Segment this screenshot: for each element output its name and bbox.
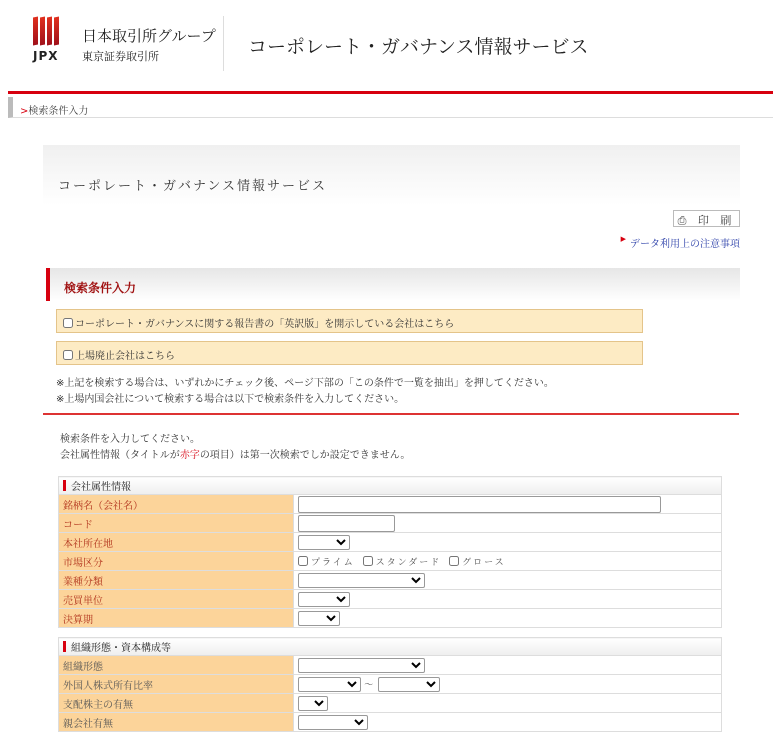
breadcrumb — [8, 97, 773, 118]
headquarters-select[interactable] — [298, 535, 350, 550]
table-row — [59, 495, 722, 514]
note-2: ※上場内国会社について検索する場合は以下で検索条件を入力してください。 — [56, 394, 405, 405]
note-1: ※上記を検索する場合は、いずれかにチェック後、ページ下部の「この条件で一覧を抽出」を押してください。 — [56, 378, 554, 389]
jpx-logo-text: JPX — [33, 49, 59, 63]
market-growth[interactable]: グロース — [446, 558, 506, 568]
company-attributes-table — [58, 476, 722, 628]
controlling-shareholder-select[interactable] — [298, 696, 328, 711]
instruction-1: 検索条件を入力してください。 — [60, 434, 200, 445]
field-label: コード — [59, 514, 294, 533]
table-row — [59, 609, 722, 628]
market-standard[interactable]: スタンダード — [360, 558, 442, 568]
field-label: 支配株主の有無 — [59, 694, 294, 713]
table-row — [59, 656, 722, 675]
notice-label: データ利用上の注意事項 — [630, 239, 740, 250]
print-label: 印 刷 — [697, 214, 736, 227]
english-version-label: コーポレート・ガバナンスに関する報告書の「英訳版」を開示している会社はこちら — [75, 319, 455, 330]
section-divider — [43, 413, 739, 415]
site-header — [0, 0, 773, 91]
field-label: 親会社有無 — [59, 713, 294, 732]
english-version-option[interactable] — [56, 309, 643, 333]
table-row — [59, 590, 722, 609]
printer-icon: ⎙ — [677, 214, 691, 227]
field-label: 業種分類 — [59, 571, 294, 590]
field-label: 銘柄名（会社名） — [59, 495, 294, 514]
service-title: コーポレート・ガバナンス情報サービス — [248, 36, 589, 58]
table-heading: 組織形態・資本構成等 — [59, 638, 722, 656]
industry-select[interactable] — [298, 573, 425, 588]
delisted-label: 上場廃止会社はこちら — [75, 351, 175, 362]
organization-form-select[interactable] — [298, 658, 425, 673]
delisted-option[interactable] — [56, 341, 643, 365]
foreign-ownership-max-select[interactable] — [378, 677, 440, 692]
breadcrumb-current: 検索条件入力 — [28, 106, 89, 117]
field-label: 売買単位 — [59, 590, 294, 609]
table-heading: 会社属性情報 — [59, 477, 722, 495]
delisted-checkbox[interactable] — [63, 350, 73, 360]
header-red-line — [8, 91, 773, 94]
market-prime[interactable]: プライム — [298, 558, 355, 568]
parent-company-select[interactable] — [298, 715, 368, 730]
foreign-ownership-min-select[interactable] — [298, 677, 361, 692]
fiscal-period-select[interactable] — [298, 611, 340, 626]
table-row — [59, 713, 722, 732]
range-separator: ～ — [364, 680, 376, 690]
jpx-logo-icon — [33, 17, 63, 45]
group-name: 日本取引所グループ — [82, 27, 216, 45]
field-label: 組織形態 — [59, 656, 294, 675]
triangle-icon: ▶ — [620, 235, 626, 243]
field-label: 決算期 — [59, 609, 294, 628]
data-usage-notice-link[interactable] — [621, 235, 740, 250]
exchange-name: 東京証券取引所 — [82, 50, 159, 63]
code-input[interactable] — [298, 515, 395, 532]
trading-unit-select[interactable] — [298, 592, 350, 607]
breadcrumb-marker: > — [20, 106, 29, 117]
company-name-input[interactable] — [298, 496, 661, 513]
page-title: コーポレート・ガバナンス情報サービス — [43, 145, 740, 205]
table-row — [59, 533, 722, 552]
field-label: 市場区分 — [59, 552, 294, 571]
table-row — [59, 571, 722, 590]
print-button[interactable] — [673, 210, 740, 227]
table-row — [59, 514, 722, 533]
section-heading: 検索条件入力 — [46, 268, 740, 301]
table-row — [59, 552, 722, 571]
table-row — [59, 675, 722, 694]
field-label: 外国人株式所有比率 — [59, 675, 294, 694]
header-divider — [223, 16, 224, 71]
field-label: 本社所在地 — [59, 533, 294, 552]
instruction-2: 会社属性情報（タイトルが赤字の項目）は第一次検索でしか設定できません。 — [60, 450, 411, 461]
table-row — [59, 694, 722, 713]
english-version-checkbox[interactable] — [63, 318, 73, 328]
organization-table — [58, 637, 722, 732]
